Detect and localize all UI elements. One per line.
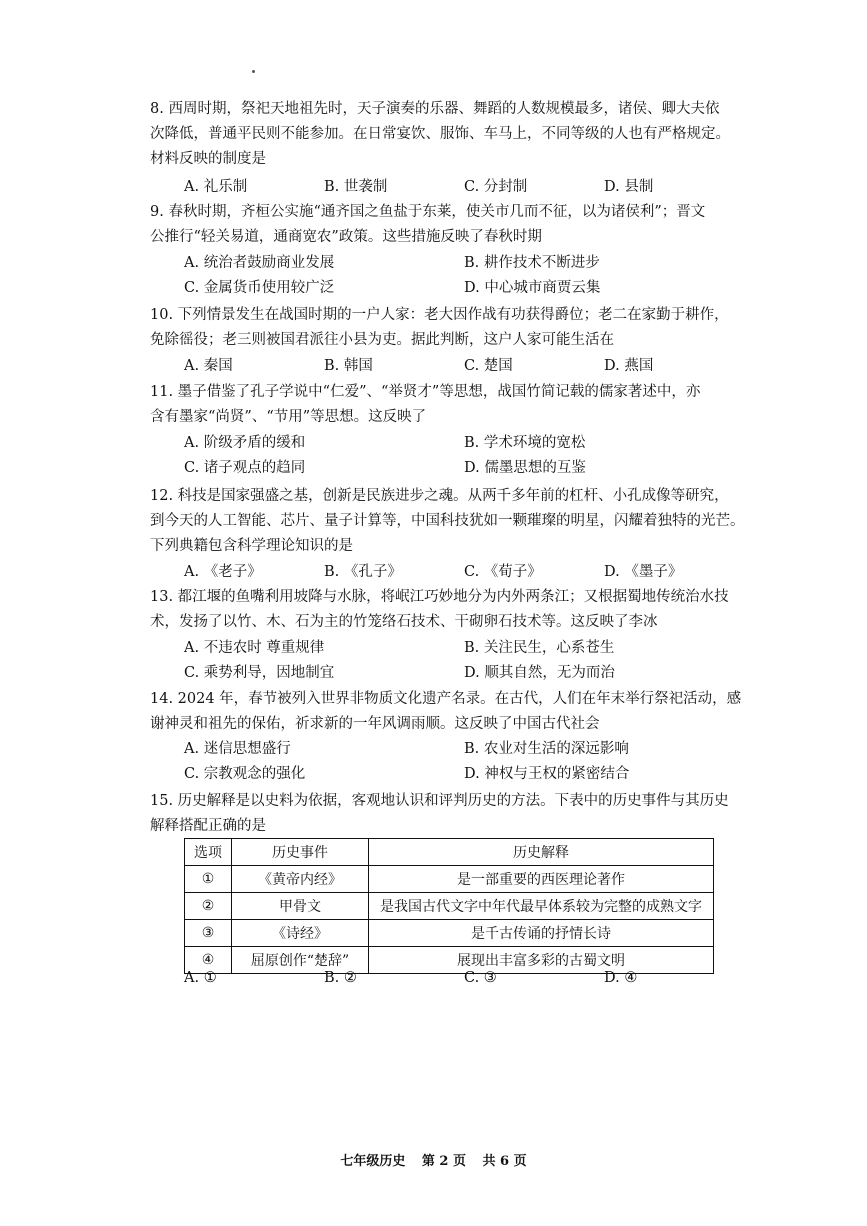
option-c: C. 分封制 <box>464 179 528 195</box>
table-header: 历史解释 <box>369 839 714 866</box>
option-c: C. 乘势利导，因地制宜 <box>184 665 335 681</box>
option-d: D. 儒墨思想的互鉴 <box>464 460 586 476</box>
option-a: A. 秦国 <box>184 358 233 374</box>
option-c: C. ③ <box>464 970 497 986</box>
question-text-line: 谢神灵和祖先的保佑，祈求新的一年风调雨顺。这反映了中国古代社会 <box>150 716 600 732</box>
question-text-line: 12. 科技是国家强盛之基，创新是民族进步之魂。从两千多年前的杠杆、小孔成像等研究， <box>150 488 729 504</box>
option-d: D. 神权与王权的紧密结合 <box>464 766 630 782</box>
scan-speck <box>252 70 255 73</box>
table-cell: 是一部重要的西医理论著作 <box>369 866 714 893</box>
table-cell: 《诗经》 <box>232 920 369 947</box>
option-b: B. 耕作技术不断进步 <box>464 255 600 271</box>
table-cell: 甲骨文 <box>232 893 369 920</box>
history-table <box>184 838 714 974</box>
question-text-line: 公推行“轻关易道，通商宽农”政策。这些措施反映了春秋时期 <box>150 229 542 245</box>
question-text-line: 13. 都江堰的鱼嘴利用坡降与水脉，将岷江巧妙地分为内外两条江；又根据蜀地传统治水技 <box>150 589 729 605</box>
option-b: B. 关注民生，心系苍生 <box>464 640 615 656</box>
question-13-options <box>184 636 744 686</box>
question-text-line: 14. 2024 年，春节被列入世界非物质文化遗产名录。在古代，人们在年末举行祭祀活动，感 <box>150 691 742 707</box>
table-header: 选项 <box>185 839 232 866</box>
table-cell: 是千古传诵的抒情长诗 <box>369 920 714 947</box>
question-text-line: 9. 春秋时期，齐桓公实施“通齐国之鱼盐于东莱，使关市几而不征，以为诸侯利”；晋文 <box>150 204 706 220</box>
option-b: B. 韩国 <box>324 358 373 374</box>
option-b: B. ② <box>324 970 357 986</box>
option-c: C. 金属货币使用较广泛 <box>184 280 335 296</box>
question-9 <box>150 200 750 250</box>
question-12-options <box>184 560 744 585</box>
question-15-options <box>184 970 744 986</box>
question-9-options <box>184 251 744 301</box>
option-a: A. ① <box>184 970 217 986</box>
table-cell: 《黄帝内经》 <box>232 866 369 893</box>
footer-subject: 七年级历史 <box>340 1154 406 1169</box>
option-d: D. 中心城市商贾云集 <box>464 280 601 296</box>
question-text-line: 10. 下列情景发生在战国时期的一户人家：老大因作战有功获得爵位；老二在家勤于耕作， <box>150 307 729 323</box>
question-13 <box>150 585 750 635</box>
option-a: A. 迷信思想盛行 <box>184 741 291 757</box>
table-cell: ② <box>185 893 232 920</box>
question-text-line: 次降低，普通平民则不能参加。在日常宴饮、服饰、车马上，不同等级的人也有严格规定。 <box>150 126 730 142</box>
question-text-line: 到今天的人工智能、芯片、量子计算等，中国科技犹如一颗璀璨的明星，闪耀着独特的光芒。 <box>150 513 745 529</box>
table-header-row <box>185 839 714 866</box>
question-text-line: 免除徭役；老三则被国君派往小县为吏。据此判断，这户人家可能生活在 <box>150 332 614 348</box>
question-text-line: 8. 西周时期，祭祀天地祖先时，天子演奏的乐器、舞蹈的人数规模最多，诸侯、卿大夫依 <box>150 101 720 117</box>
option-d: D. ④ <box>604 970 638 986</box>
table-row <box>185 920 714 947</box>
option-b: B. 农业对生活的深远影响 <box>464 741 629 757</box>
question-10 <box>150 303 750 353</box>
question-text-line: 术，发扬了以竹、木、石为主的竹笼络石技术、干砌卵石技术等。这反映了李冰 <box>150 614 658 630</box>
question-text-line: 15. 历史解释是以史料为依据，客观地认识和评判历史的方法。下表中的历史事件与其历史 <box>150 793 729 809</box>
option-c: C. 宗教观念的强化 <box>184 766 306 782</box>
question-14-options <box>184 737 744 787</box>
question-text-line: 含有墨家“尚贤”、“节用”等思想。这反映了 <box>150 409 427 425</box>
question-12 <box>150 484 750 559</box>
question-text-line: 材料反映的制度是 <box>150 151 266 167</box>
table-cell: 是我国古代文字中年代最早体系较为完整的成熟文字 <box>369 893 714 920</box>
question-8 <box>150 97 750 172</box>
page-footer <box>0 1150 867 1169</box>
table-cell: ③ <box>185 920 232 947</box>
question-text-line: 解释搭配正确的是 <box>150 818 266 834</box>
table-row <box>185 866 714 893</box>
option-d: D. 顺其自然，无为而治 <box>464 665 615 681</box>
footer-page-number: 第 2 页 <box>421 1154 466 1169</box>
question-14 <box>150 687 750 737</box>
table-row <box>185 893 714 920</box>
option-c: C. 诸子观点的趋同 <box>184 460 306 476</box>
table-cell: 展现出丰富多彩的古蜀文明 <box>369 947 714 974</box>
table-header: 历史事件 <box>232 839 369 866</box>
option-c: C. 《荀子》 <box>464 564 542 580</box>
question-text-line: 下列典籍包含科学理论知识的是 <box>150 538 353 554</box>
question-text-line: 11. 墨子借鉴了孔子学说中“仁爱”、“举贤才”等思想，战国竹简记载的儒家著述中，亦 <box>150 384 701 400</box>
question-15 <box>150 789 750 839</box>
option-c: C. 楚国 <box>464 358 513 374</box>
option-d: D. 《墨子》 <box>604 564 683 580</box>
question-8-options <box>184 175 744 200</box>
option-a: A. 统治者鼓励商业发展 <box>184 255 335 271</box>
option-a: A. 《老子》 <box>184 564 262 580</box>
option-b: B. 学术环境的宽松 <box>464 435 586 451</box>
option-a: A. 礼乐制 <box>184 179 248 195</box>
option-d: D. 县制 <box>604 179 654 195</box>
table-cell: 屈原创作“楚辞” <box>232 947 369 974</box>
question-11-options <box>184 431 744 481</box>
footer-total-pages: 共 6 页 <box>482 1154 527 1169</box>
table-cell: ① <box>185 866 232 893</box>
option-b: B. 《孔子》 <box>324 564 402 580</box>
question-11 <box>150 380 750 430</box>
option-a: A. 阶级矛盾的缓和 <box>184 435 306 451</box>
table-cell: ④ <box>185 947 232 974</box>
option-a: A. 不违农时 尊重规律 <box>184 640 325 656</box>
question-10-options <box>184 354 744 379</box>
option-b: B. 世袭制 <box>324 179 388 195</box>
option-d: D. 燕国 <box>604 358 654 374</box>
